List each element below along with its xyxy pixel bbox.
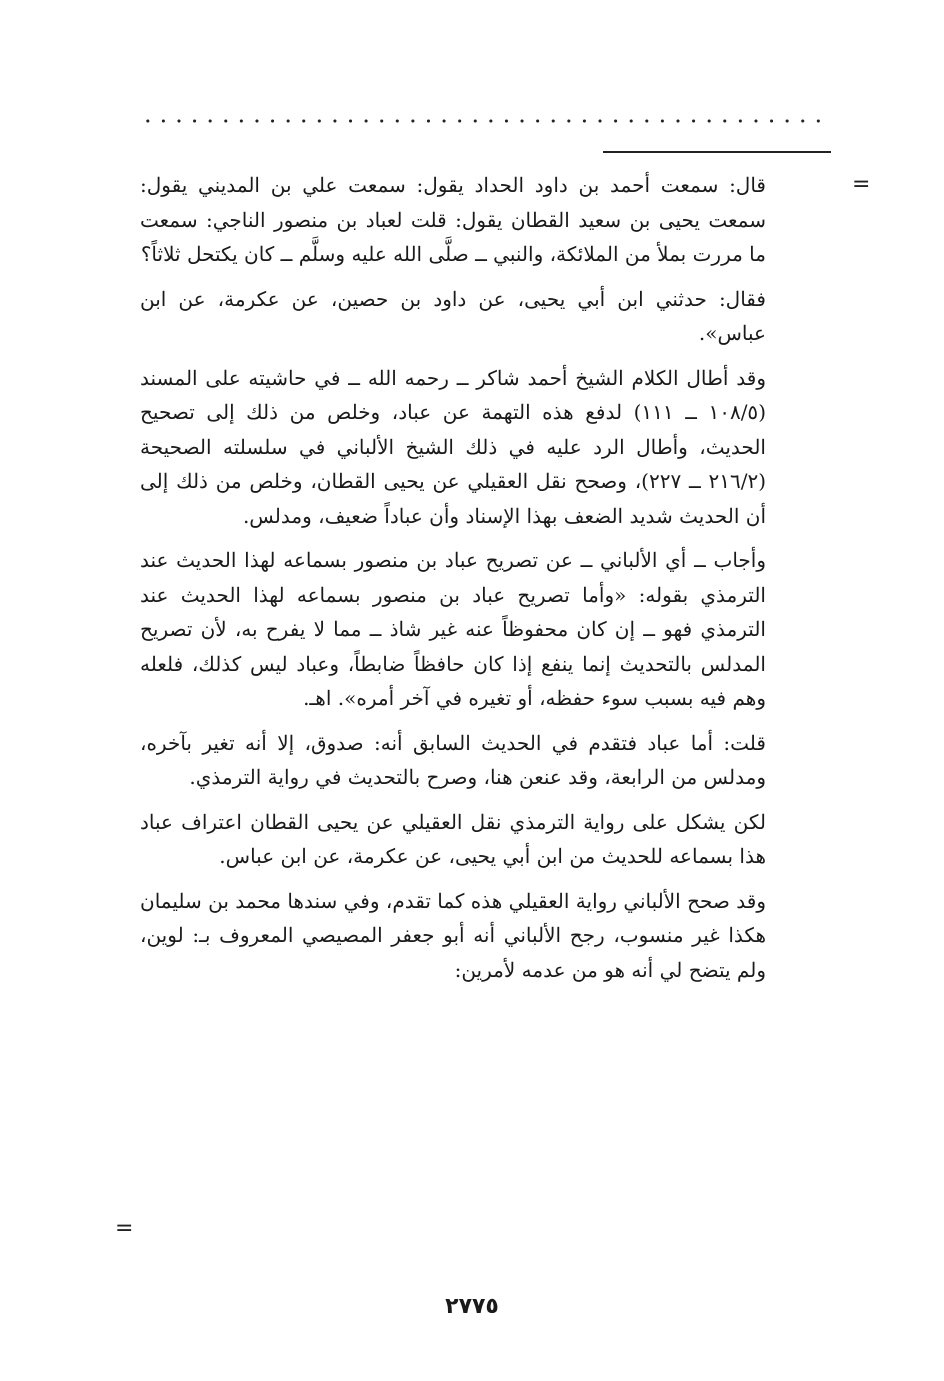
paragraph: وقد صحح الألباني رواية العقيلي هذه كما تقدم، وفي سندها محمد بن سليمان هكذا غير منسوب، رجح الألباني أنه أبو جعفر المصيصي المعروف بـ: لوين، ولم يتضح لي أنه هو من عدمه لأمرين: xyxy=(140,888,767,982)
dotted-separator xyxy=(140,118,830,124)
body-text xyxy=(140,168,766,987)
paragraph: لكن يشكل على رواية الترمذي نقل العقيلي عن يحيى القطان اعتراف عباد هذا بسماعه للحديث من ابن أبي يحيى، عن عكرمة، عن ابن عباس. xyxy=(140,809,766,868)
paragraph: فقال: حدثني ابن أبي يحيى، عن داود بن حصين، عن عكرمة، عن ابن عباس». xyxy=(140,286,766,345)
footnote-rule xyxy=(603,151,831,153)
margin-mark-bottom: = xyxy=(115,1216,134,1241)
paragraph: وقد أطال الكلام الشيخ أحمد شاكر ــ رحمه الله ــ في حاشيته على المسند (١٠٨/٥ ــ ١١١) لدفع هذه التهمة عن عباد، وخلص من ذلك إلى تصحيح الحديث، وأطال الرد عليه في ذلك الشيخ الألباني في سلسلته الصحيحة (٢١٦/٢ ــ ٢٢٧)، وصحح نقل العقيلي عن يحيى القطان، وخلص من ذلك إلى أن الحديث شديد الضعف بهذا الإسناد وأن عباداً ضعيف، ومدلس. xyxy=(140,365,767,528)
paragraph: وأجاب ــ أي الألباني ــ عن تصريح عباد بن منصور بسماعه لهذا الحديث عند الترمذي بقوله: «وأما تصريح عباد بن منصور بسماعه لهذا الحديث عند الترمذي فهو ــ إن كان محفوظاً عنه غير شاذ ــ مما لا يفرح به، لأن تصريح المدلس بالتحديث إنما ينفع إذا كان حافظاً ضابطاً، وعباد ليس كذلك، فلعله وهم فيه بسبب سوء حفظه، أو تغيره في آخر أمره». اهـ. xyxy=(140,548,766,710)
margin-mark-top: = xyxy=(852,172,871,197)
page-number: ٢٧٧٥ xyxy=(445,1294,499,1319)
paragraph: قال: سمعت أحمد بن داود الحداد يقول: سمعت علي بن المديني يقول: سمعت يحيى بن سعيد القطان يقول: قلت لعباد بن منصور الناجي: سمعت ما مررت بملأ من الملائكة، والنبي ــ صلَّى الله عليه وسلَّم ــ كان يكتحل ثلاثاً؟ xyxy=(140,173,766,266)
paragraph: قلت: أما عباد فتقدم في الحديث السابق أنه: صدوق، إلا أنه تغير بآخره، ومدلس من الرابعة، وقد عنعن هنا، وصرح بالتحديث في رواية الترمذي. xyxy=(140,730,766,789)
